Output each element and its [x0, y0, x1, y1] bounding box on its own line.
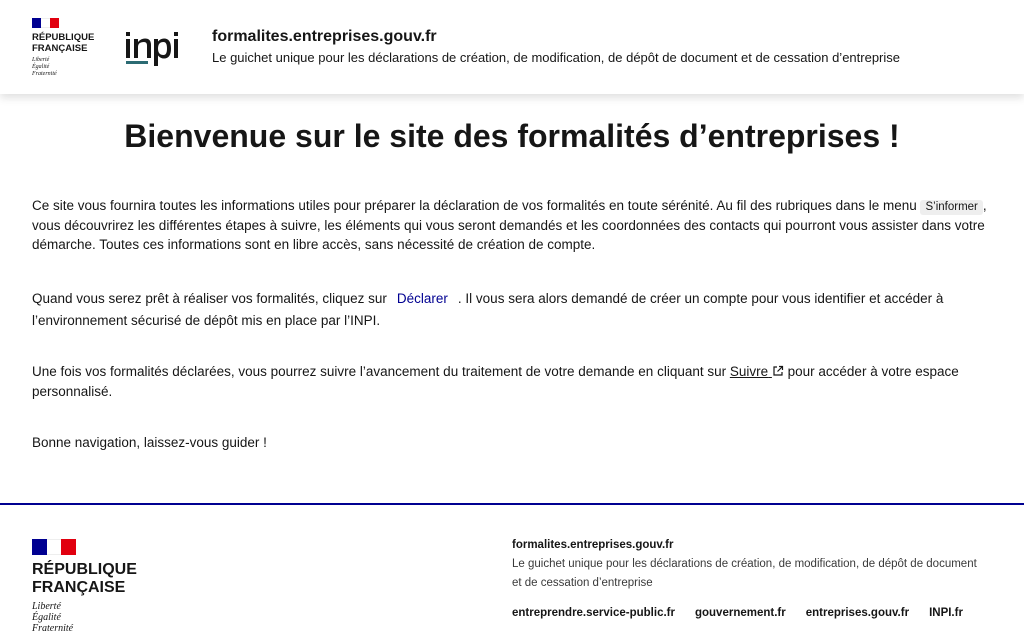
suivre-paragraph: Une fois vos formalités déclarées, vous pourrez suivre l’avancement du traitement de votre demande en cliquant sur Suivre pour accéder à votre espace personnalisé.: [32, 364, 959, 399]
footer-content: [512, 539, 982, 619]
declarer-link[interactable]: Déclarer: [396, 291, 448, 306]
closing-paragraph: Bonne navigation, laissez-vous guider !: [32, 435, 267, 450]
rf-title: RÉPUBLIQUE FRANÇAISE: [32, 32, 95, 54]
sinformer-menu-chip[interactable]: S’informer: [920, 200, 982, 215]
site-footer: [0, 503, 1024, 640]
footer-republique-francaise-logo[interactable]: [32, 539, 137, 634]
page-title: Bienvenue sur le site des formalités d’entreprises !: [124, 118, 900, 154]
footer-link-gouvernement[interactable]: gouvernement.fr: [694, 607, 786, 619]
footer-link-entreprendre[interactable]: entreprendre.service-public.fr: [512, 607, 675, 619]
footer-tagline: Le guichet unique pour les déclarations de création, de modification, de dépôt de document et de cessation d’entreprise: [512, 558, 977, 589]
intro-paragraph: Ce site vous fournira toutes les informations utiles pour préparer la déclaration de vos formalités en toute sérénité. Au fil des rubriques dans le menu S’informer , vous découvrirez les différentes étapes à suivre, les éléments qui vous seront demandés et les coordonnées des contacts qui pourront vous assister dans votre démarche. Toutes ces informations sont en libre accès, sans nécessité de création de compte.: [32, 198, 987, 252]
footer-rf-title: RÉPUBLIQUE FRANÇAISE: [32, 561, 137, 596]
external-link-icon: [772, 365, 784, 377]
footer-links: [512, 607, 982, 619]
footer-link-inpi[interactable]: INPI.fr: [929, 607, 963, 619]
tricolor-flag-icon: [32, 539, 76, 555]
footer-site-name: formalites.entreprises.gouv.fr: [512, 539, 674, 551]
rf-devise: Liberté Égalité Fraternité: [32, 57, 57, 77]
declarer-paragraph: Quand vous serez prêt à réaliser vos formalités, cliquez sur Déclarer . Il vous sera alors demandé de créer un compte pour vous identifier et accéder à l’environnement sécurisé de dépôt mis en place par l’INPI.: [32, 288, 992, 332]
site-tagline: Le guichet unique pour les déclarations de création, de modification, de dépôt de document et de cessation d’entreprise: [212, 50, 901, 65]
footer-rf-devise: Liberté Égalité Fraternité: [32, 601, 74, 634]
suivre-link[interactable]: Suivre: [730, 364, 784, 379]
inpi-logo[interactable]: [124, 28, 182, 68]
tricolor-flag-icon: [32, 18, 59, 28]
footer-link-entreprises[interactable]: entreprises.gouv.fr: [805, 607, 910, 619]
site-header: [0, 0, 1024, 94]
republique-francaise-logo[interactable]: [32, 18, 102, 78]
site-name[interactable]: formalites.entreprises.gouv.fr: [212, 28, 437, 45]
